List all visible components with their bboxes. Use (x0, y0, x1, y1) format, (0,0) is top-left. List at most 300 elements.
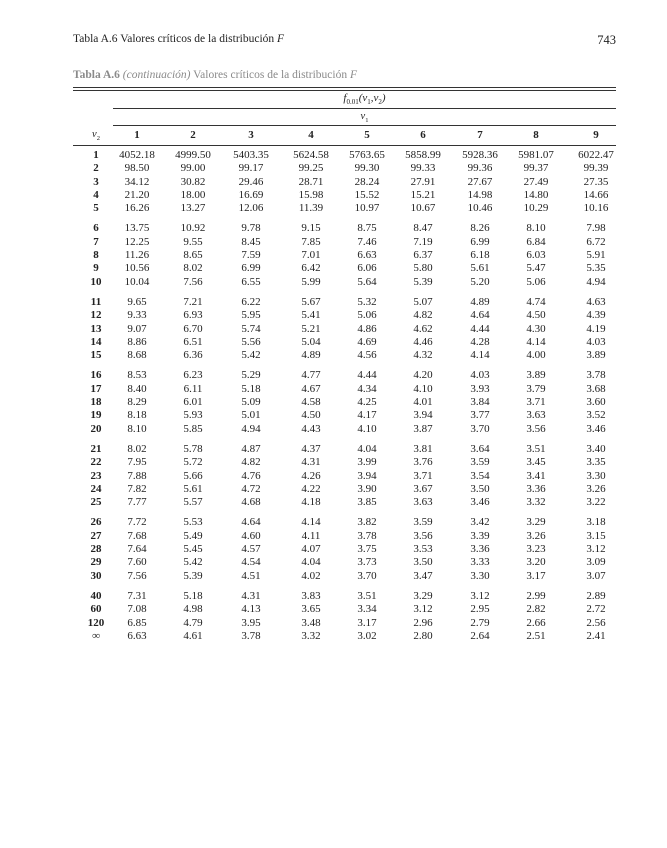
table-cell: 3.78 (586, 369, 606, 382)
table-cell: 8.26 (470, 222, 490, 235)
table-cell: 3.54 (470, 469, 490, 482)
row-label: 5 (93, 202, 99, 215)
table-cell: 3.30 (586, 469, 606, 482)
table-cell: 3.52 (586, 409, 606, 422)
table-cell: 3.79 (526, 382, 546, 395)
table-cell: 10.29 (523, 202, 549, 215)
table-cell: 5.06 (357, 309, 377, 322)
row-label: 27 (90, 529, 102, 542)
table-cell: 4.03 (586, 335, 606, 348)
table-cell: 8.29 (127, 396, 147, 409)
table-row (73, 543, 616, 556)
table-cell: 27.67 (467, 175, 493, 188)
table-cell: 4.14 (470, 349, 490, 362)
row-label: 60 (90, 603, 102, 616)
table-cell: 5.74 (241, 322, 261, 335)
table-cell: 6.03 (526, 249, 546, 262)
table-row (73, 349, 616, 362)
table-cell: 4.50 (526, 309, 546, 322)
table-cell: 3.99 (357, 456, 377, 469)
table-cell: 34.12 (124, 175, 150, 188)
table-cell: 7.88 (127, 469, 147, 482)
table-cell: 4.03 (470, 369, 490, 382)
table-cell: 5.18 (241, 382, 261, 395)
caption-continuation: (continuación) (122, 69, 191, 81)
table-cell: 6.85 (127, 616, 147, 629)
table-cell: 7.68 (127, 529, 147, 542)
table-cell: 11.39 (298, 202, 324, 215)
table-cell: 3.48 (301, 616, 321, 629)
table-cell: 7.95 (127, 456, 147, 469)
row-label: 11 (90, 295, 102, 308)
table-cell: 4.86 (357, 322, 377, 335)
row-label: 12 (90, 309, 102, 322)
table-cell: 3.85 (357, 496, 377, 509)
column-header: 8 (533, 129, 539, 141)
row-label: 20 (90, 422, 102, 435)
table-cell: 4.58 (301, 396, 321, 409)
table-cell: 3.41 (526, 469, 546, 482)
row-label: 10 (90, 275, 102, 288)
row-label: ∞ (92, 629, 100, 642)
caption-var: F (349, 69, 357, 81)
table-cell: 4.13 (241, 603, 261, 616)
table-cell: 6.36 (183, 349, 203, 362)
table-cell: 4.69 (357, 335, 377, 348)
table-cell: 4.72 (241, 482, 261, 495)
table-cell: 27.91 (410, 175, 436, 188)
table-row (73, 456, 616, 469)
table-cell: 5.39 (183, 569, 203, 582)
table-cell: 3.02 (357, 629, 377, 642)
table-row (73, 149, 616, 162)
table-row (73, 262, 616, 275)
table-cell: 3.50 (470, 482, 490, 495)
column-header: 6 (420, 129, 426, 141)
table-cell: 3.47 (413, 569, 433, 582)
table-cell: 7.08 (127, 603, 147, 616)
table-cell: 3.42 (470, 516, 490, 529)
table-cell: 4.68 (241, 496, 261, 509)
table-cell: 6.70 (183, 322, 203, 335)
table-cell: 4.31 (241, 589, 261, 602)
table-cell: 6.93 (183, 309, 203, 322)
table-cell: 15.52 (354, 188, 380, 201)
table-cell: 4.44 (357, 369, 377, 382)
running-head-title: Tabla A.6 Valores críticos de la distribución F (73, 33, 285, 45)
table-cell: 2.82 (526, 603, 546, 616)
table-row (73, 516, 616, 529)
row-group (73, 516, 616, 582)
table-cell: 3.71 (526, 396, 546, 409)
table-cell: 10.04 (124, 275, 150, 288)
table-row (73, 470, 616, 483)
table-cell: 4.62 (413, 322, 433, 335)
table-cell: 7.21 (183, 295, 203, 308)
table-cell: 3.59 (413, 516, 433, 529)
table-cell: 4.67 (301, 382, 321, 395)
table-cell: 15.98 (298, 188, 324, 201)
table-cell: 3.78 (241, 629, 261, 642)
table-cell: 27.35 (583, 175, 609, 188)
table-cell: 9.07 (127, 322, 147, 335)
table-cell: 3.65 (301, 603, 321, 616)
table-cell: 4.30 (526, 322, 546, 335)
table-cell: 11.26 (124, 249, 150, 262)
table-cell: 3.17 (357, 616, 377, 629)
table-cell: 4.57 (241, 543, 261, 556)
table-cell: 3.23 (526, 543, 546, 556)
table-cell: 4.64 (470, 309, 490, 322)
table-cell: 5.39 (413, 275, 433, 288)
table-cell: 3.09 (586, 556, 606, 569)
column-header: 7 (477, 129, 483, 141)
row-group (73, 443, 616, 509)
table-cell: 3.56 (526, 422, 546, 435)
table-cell: 8.68 (127, 349, 147, 362)
table-cell: 5.32 (357, 295, 377, 308)
table-cell: 7.72 (127, 516, 147, 529)
table-cell: 4.82 (241, 456, 261, 469)
table-cell: 3.81 (413, 442, 433, 455)
table-cell: 5763.65 (349, 149, 385, 161)
row-label: 17 (90, 382, 102, 395)
table-cell: 3.12 (586, 543, 606, 556)
table-cell: 6.99 (241, 262, 261, 275)
table-cell: 3.29 (526, 516, 546, 529)
table-cell: 6.18 (470, 249, 490, 262)
table-cell: 3.39 (470, 529, 490, 542)
table-cell: 7.64 (127, 543, 147, 556)
row-group (73, 369, 616, 435)
table-cell: 4.87 (241, 442, 261, 455)
table-cell: 4.39 (586, 309, 606, 322)
row-label: 21 (90, 442, 102, 455)
table-cell: 13.75 (124, 222, 150, 235)
table-cell: 8.47 (413, 222, 433, 235)
table-cell: 3.56 (413, 529, 433, 542)
table-cell: 3.73 (357, 556, 377, 569)
table-cell: 4.77 (301, 369, 321, 382)
v1-header: $v_1$ (360, 111, 369, 125)
row-label: 4 (93, 188, 99, 201)
table-cell: 3.83 (301, 589, 321, 602)
table-cell: 4.25 (357, 396, 377, 409)
table-cell: 6.23 (183, 369, 203, 382)
row-label-header: $v_2$ (92, 129, 100, 143)
table-cell: 6.63 (127, 629, 147, 642)
table-row (73, 309, 616, 322)
table-cell: 30.82 (180, 175, 206, 188)
table-cell: 5.80 (413, 262, 433, 275)
table-cell: 6.51 (183, 335, 203, 348)
table-cell: 3.60 (586, 396, 606, 409)
table-cell: 5.09 (241, 396, 261, 409)
table-body (73, 149, 616, 650)
row-label: 25 (90, 496, 102, 509)
row-label: 15 (90, 349, 102, 362)
table-cell: 5981.07 (518, 149, 554, 161)
table-cell: 7.56 (127, 569, 147, 582)
table-row (73, 443, 616, 456)
table-cell: 4.04 (357, 442, 377, 455)
table-cell: 21.20 (124, 188, 150, 201)
table-cell: 4.56 (357, 349, 377, 362)
table-cell: 12.25 (124, 235, 150, 248)
table-cell: 3.51 (357, 589, 377, 602)
row-label: 19 (90, 409, 102, 422)
table-cell: 4.82 (413, 309, 433, 322)
table-row (73, 176, 616, 189)
table-cell: 3.71 (413, 469, 433, 482)
page-number: 743 (597, 33, 616, 47)
table-cell: 2.51 (526, 629, 546, 642)
table-cell: 5.78 (183, 442, 203, 455)
row-label: 24 (90, 482, 102, 495)
table-cell: 4.07 (301, 543, 321, 556)
table-cell: 4.04 (301, 556, 321, 569)
row-label: 14 (90, 335, 102, 348)
table-row (73, 423, 616, 436)
table-cell: 15.21 (410, 188, 436, 201)
table-cell: 13.27 (180, 202, 206, 215)
row-label: 22 (90, 456, 102, 469)
column-header: 5 (364, 129, 370, 141)
table-cell: 4.63 (586, 295, 606, 308)
table-cell: 3.94 (413, 409, 433, 422)
column-header: 2 (190, 129, 196, 141)
table-row (73, 483, 616, 496)
table-cell: 3.30 (470, 569, 490, 582)
table-caption (73, 69, 357, 81)
table-cell: 3.15 (586, 529, 606, 542)
table-cell: 7.46 (357, 235, 377, 248)
table-cell: 5.06 (526, 275, 546, 288)
table-cell: 8.02 (183, 262, 203, 275)
table-row (73, 249, 616, 262)
column-header-rule (73, 145, 616, 146)
table-cell: 5.20 (470, 275, 490, 288)
table-cell: 5.01 (241, 409, 261, 422)
table-cell: 5.45 (183, 543, 203, 556)
table-cell: 3.35 (586, 456, 606, 469)
table-cell: 3.32 (301, 629, 321, 642)
table-row (73, 570, 616, 583)
table-cell: 3.89 (526, 369, 546, 382)
table-cell: 4.50 (301, 409, 321, 422)
table-cell: 8.40 (127, 382, 147, 395)
table-cell: 3.26 (586, 482, 606, 495)
table-cell: 5.64 (357, 275, 377, 288)
top-rule (73, 87, 616, 88)
row-label: 23 (90, 469, 102, 482)
table-cell: 4.20 (413, 369, 433, 382)
row-label: 3 (93, 175, 99, 188)
table-cell: 8.45 (241, 235, 261, 248)
table-cell: 5.42 (183, 556, 203, 569)
table-cell: 4.31 (301, 456, 321, 469)
table-row (73, 296, 616, 309)
table-cell: 5858.99 (405, 149, 441, 161)
table-cell: 3.90 (357, 482, 377, 495)
row-label: 29 (90, 556, 102, 569)
table-cell: 4.89 (301, 349, 321, 362)
table-cell: 10.46 (467, 202, 493, 215)
row-label: 26 (90, 516, 102, 529)
table-cell: 2.79 (470, 616, 490, 629)
table-cell: 7.82 (127, 482, 147, 495)
table-cell: 3.46 (586, 422, 606, 435)
table-cell: 5.07 (413, 295, 433, 308)
table-cell: 9.33 (127, 309, 147, 322)
table-cell: 3.26 (526, 529, 546, 542)
table-cell: 99.17 (238, 162, 264, 175)
table-row (73, 556, 616, 569)
table-cell: 98.50 (124, 162, 150, 175)
top-rule-second (73, 90, 616, 91)
table-cell: 7.56 (183, 275, 203, 288)
row-label: 7 (93, 235, 99, 248)
table-cell: 9.55 (183, 235, 203, 248)
table-cell: 14.98 (467, 188, 493, 201)
table-cell: 5.95 (241, 309, 261, 322)
table-cell: 7.77 (127, 496, 147, 509)
table-cell: 4.11 (301, 529, 321, 542)
table-cell: 5624.58 (293, 149, 329, 161)
table-cell: 10.16 (583, 202, 609, 215)
row-label: 1 (93, 149, 99, 161)
table-row (73, 383, 616, 396)
table-cell: 6.99 (470, 235, 490, 248)
table-cell: 3.45 (526, 456, 546, 469)
table-cell: 5.53 (183, 516, 203, 529)
table-cell: 3.93 (470, 382, 490, 395)
table-cell: 5.18 (183, 589, 203, 602)
table-cell: 2.80 (413, 629, 433, 642)
table-cell: 3.51 (526, 442, 546, 455)
row-group (73, 590, 616, 643)
table-cell: 3.29 (413, 589, 433, 602)
table-cell: 4.37 (301, 442, 321, 455)
table-cell: 4.28 (470, 335, 490, 348)
table-cell: 28.71 (298, 175, 324, 188)
table-cell: 3.32 (526, 496, 546, 509)
table-cell: 6.11 (183, 382, 203, 395)
table-cell: 5403.35 (233, 149, 269, 161)
table-cell: 6.42 (301, 262, 321, 275)
table-cell: 6.06 (357, 262, 377, 275)
table-cell: 4.17 (357, 409, 377, 422)
table-cell: 4.51 (241, 569, 261, 582)
table-cell: 7.01 (301, 249, 321, 262)
table-cell: 99.33 (410, 162, 436, 175)
table-cell: 3.77 (470, 409, 490, 422)
table-cell: 3.12 (470, 589, 490, 602)
table-cell: 6.84 (526, 235, 546, 248)
row-label: 8 (93, 249, 99, 262)
table-cell: 4.44 (470, 322, 490, 335)
table-cell: 3.07 (586, 569, 606, 582)
row-label: 120 (87, 616, 105, 629)
table-cell: 7.85 (301, 235, 321, 248)
table-cell: 10.92 (180, 222, 206, 235)
table-cell: 4.61 (183, 629, 203, 642)
table-cell: 3.67 (413, 482, 433, 495)
table-cell: 7.60 (127, 556, 147, 569)
table-cell: 3.53 (413, 543, 433, 556)
table-cell: 5.91 (586, 249, 606, 262)
table-cell: 8.86 (127, 335, 147, 348)
table-cell: 5.85 (183, 422, 203, 435)
table-cell: 14.80 (523, 188, 549, 201)
row-group (73, 296, 616, 362)
table-cell: 5.42 (241, 349, 261, 362)
table-cell: 4052.18 (119, 149, 155, 161)
table-row (73, 496, 616, 509)
table-cell: 7.31 (127, 589, 147, 602)
table-cell: 12.06 (238, 202, 264, 215)
table-cell: 3.70 (470, 422, 490, 435)
table-cell: 5.41 (301, 309, 321, 322)
row-label: 40 (90, 589, 102, 602)
table-cell: 4.54 (241, 556, 261, 569)
table-row (73, 590, 616, 603)
table-row (73, 222, 616, 235)
table-cell: 7.98 (586, 222, 606, 235)
table-cell: 2.89 (586, 589, 606, 602)
table-cell: 6.01 (183, 396, 203, 409)
table-cell: 6022.47 (578, 149, 614, 161)
table-cell: 5.47 (526, 262, 546, 275)
table-cell: 4.43 (301, 422, 321, 435)
table-cell: 4.34 (357, 382, 377, 395)
table-cell: 4.14 (301, 516, 321, 529)
table-cell: 8.65 (183, 249, 203, 262)
table-cell: 3.78 (357, 529, 377, 542)
table-row (73, 202, 616, 215)
table-cell: 4.01 (413, 396, 433, 409)
table-cell: 4.79 (183, 616, 203, 629)
table-cell: 3.36 (470, 543, 490, 556)
column-header: 4 (308, 129, 314, 141)
table-cell: 5.57 (183, 496, 203, 509)
table-cell: 4.00 (526, 349, 546, 362)
row-group (73, 222, 616, 288)
table-cell: 5928.36 (462, 149, 498, 161)
table-cell: 3.20 (526, 556, 546, 569)
column-header: 1 (134, 129, 140, 141)
table-row (73, 603, 616, 616)
table-cell: 4.76 (241, 469, 261, 482)
table-cell: 5.66 (183, 469, 203, 482)
table-cell: 3.17 (526, 569, 546, 582)
table-cell: 2.66 (526, 616, 546, 629)
table-cell: 8.18 (127, 409, 147, 422)
table-row (73, 336, 616, 349)
table-row (73, 530, 616, 543)
row-label: 28 (90, 543, 102, 556)
table-row (73, 162, 616, 175)
table-cell: 2.41 (586, 629, 606, 642)
table-cell: 5.49 (183, 529, 203, 542)
table-cell: 10.67 (410, 202, 436, 215)
table-cell: 5.04 (301, 335, 321, 348)
table-cell: 3.63 (526, 409, 546, 422)
table-cell: 99.37 (523, 162, 549, 175)
table-cell: 29.46 (238, 175, 264, 188)
table-cell: 4.74 (526, 295, 546, 308)
table-cell: 3.94 (357, 469, 377, 482)
